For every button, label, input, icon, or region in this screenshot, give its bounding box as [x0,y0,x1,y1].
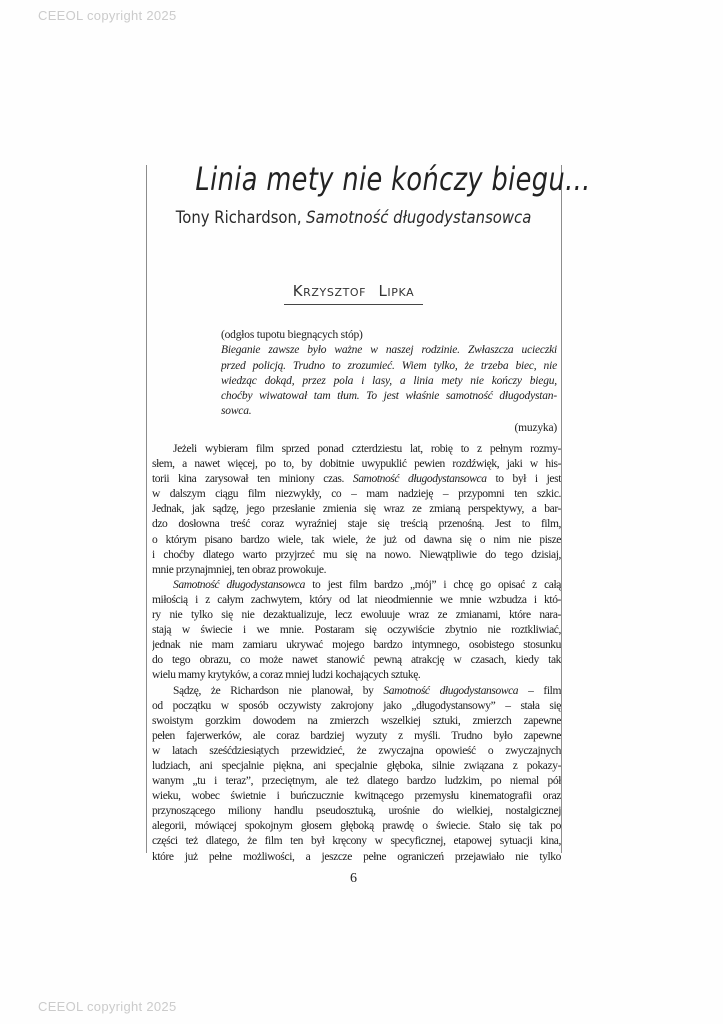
page-number: 6 [350,871,357,886]
right-margin-rule [561,165,562,853]
text-line: dzo dosłowna treść coraz wyraźniej staje się treścią przenośną. Jest to film, [152,518,561,531]
article-title: Linia mety nie kończy biegu... [195,160,591,198]
epigraph-quote [221,343,557,419]
text-line: do tego obrazu, co może nawet stanowić pewną atrakcję w czasach, kiedy tak [152,654,561,667]
stage-direction: (odgłos tupotu biegnących stóp) [221,329,363,341]
text-line: o którym pisano bardzo wiele, tak wiele, że już od dawna się o nim nie pisze [152,533,561,546]
film-title: Samotność długodystansowca [306,208,532,227]
text-line: wanym „tu i teraz”, przeciętnym, ale też dlatego bardzo ludzkim, po niemal pół [152,775,561,788]
text-line: Bieganie zawsze było ważne w naszej rodzinie. Zwłaszcza ucieczki [221,344,557,357]
text-line: miłością i z całym zachwytem, który od lat nieodmiennie we mnie wzbudza i któ- [152,593,561,606]
text-line: wielu mamy krytyków, a coraz mniej ludzi kochających sztukę. [152,669,421,682]
article-subtitle [146,207,561,229]
text-line: Samotność długodystansowca to jest film bardzo „mój” i chcę go opisać z całą [173,578,561,591]
text-line: w latach sześćdziesiątych przewidzieć, że zwyczajna opowieść o zwyczajnych [152,744,561,757]
paragraph [152,684,561,865]
text-line: sowca. [221,405,252,418]
paragraph [152,442,561,578]
text-line: choćby wiwatował tam tłum. To jest właśnie samotność długodystan- [221,390,557,403]
film-director: Tony Richardson, [175,208,302,227]
text-line: jednak nie mam zamiaru ukrywać mojego bardzo intymnego, osobistego stosunku [152,639,561,652]
text-line: przynoszącego miliony handlu pseudosztuką, urośnie do wielkiej, nostalgicznej [152,805,561,818]
text-line: Sądzę, że Richardson nie planował, by Samotność długodystansowca – film [173,684,561,697]
text-line: od początku w sposób oczywisty zakrojony jako „długodystansowy” – stała się [152,699,561,712]
text-line: ludziach, ani specjalnie piękna, ani specjalnie głęboka, silnie związana z pokazy- [152,759,561,772]
ceeol-watermark-top: CEEOL copyright 2025 [38,8,177,23]
text-line: alegorii, mówiącej spokojnym głosem głęboką prawdę o świecie. Stało się tak po [152,820,561,833]
text-line: części też dlatego, że film ten był kręcony w specyficznej, etapowej sytuacji kina, [152,835,561,848]
text-line: które już pełne możliwości, a jeszcze pełne ograniczeń przejawiało nie tylko [152,850,561,863]
text-line: słem, a nawet więcej, po to, by dobitnie uwypuklić pewien rozdźwięk, jaki w his- [152,458,561,471]
text-line: Jednak, jak sądzę, jego przesłanie zmienia się wraz ze zmianą perspektywy, a bar- [152,503,561,516]
text-line: swoistym gorzkim dowodem na zmierzch wszelkiej sztuki, zmierzch zapewne [152,714,561,727]
ceeol-watermark-bottom: CEEOL copyright 2025 [38,999,177,1014]
text-line: pełen fajerwerków, ale coraz bardziej wyzuty z myśli. Trudno było zapewne [152,729,561,742]
paragraph [152,578,561,684]
text-line: torii kina zarysował ten miniony czas. Samotność długodystansowca to był i jest [152,473,561,486]
text-line: mnie przynajmniej, ten obraz prowokuje. [152,563,327,576]
text-line: przed policją. Trudno to zrozumieć. Wiem tylko, że trzeba biec, nie [221,359,557,372]
text-line: i choćby dlatego warto przyjrzeć mu się na nowo. Niewątpliwie do tego dzisiaj, [152,548,561,561]
text-line: wieku, wobec świetnie i buńczucznie kwitnącego przemysłu kinematografii oraz [152,790,561,803]
author-name: Krzysztof Lipka [284,282,424,305]
left-margin-rule [146,165,147,853]
text-line: ry nie tylko się nie dezaktualizuje, lecz ewoluuje wraz ze zmianami, które nara- [152,609,561,622]
epigraph [221,328,557,436]
text-line: w dalszym ciągu film niezwykły, co – mam nadzieję – przypomni ten szkic. [152,488,561,501]
text-line: stają w świecie i we mnie. Postaram się oczywiście zbytnio nie roztkliwiać, [152,624,561,637]
author-heading [146,282,561,305]
text-line: Jeżeli wybieram film sprzed ponad czterdziestu lat, robię to z pełnym rozmy- [173,443,561,455]
article-body [152,442,561,865]
epigraph-closing: (muzyka) [514,421,557,434]
text-line: wiedząc dokąd, przez pola i lasy, a linia mety nie kończy biegu, [221,374,557,387]
